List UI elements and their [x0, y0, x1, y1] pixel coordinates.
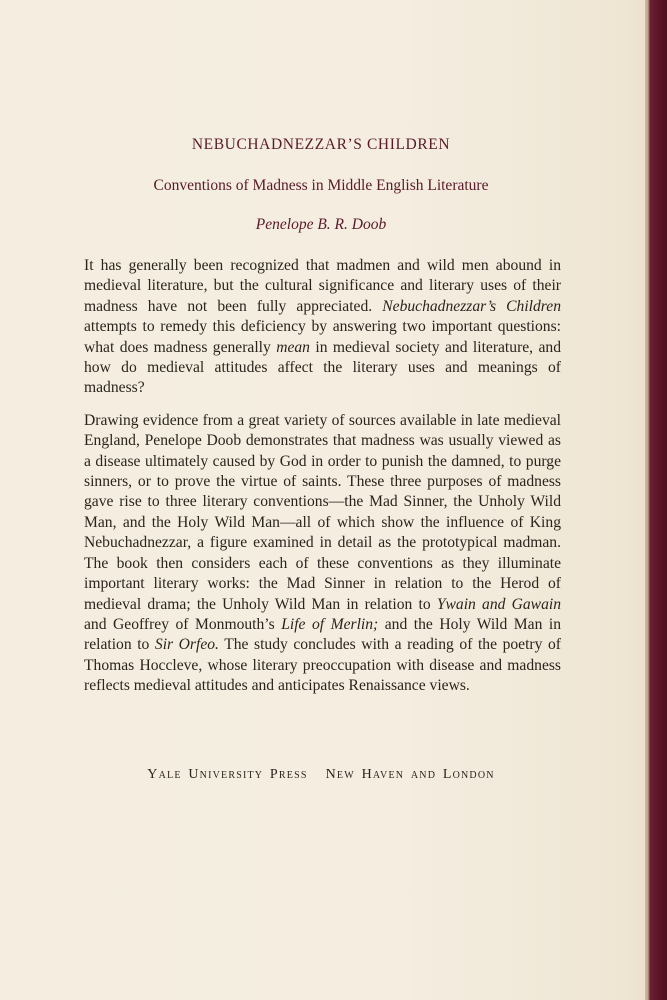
publisher-name: Yale University Press [147, 767, 308, 782]
book-title: NEBUCHADNEZZAR’S CHILDREN [191, 136, 451, 153]
blurb-p2-italic-orfeo: Sir Orfeo. [154, 636, 219, 654]
blurb-p2-text-2: and Geoffrey of Monmouth’s [84, 615, 282, 633]
blurb-paragraph-1 [84, 256, 561, 399]
blurb-p2-text-3: and the Holy Wild Man in relation to [84, 615, 561, 654]
blurb-p1-italic-title: Nebuchadnezzar’s Children [382, 297, 561, 315]
publisher-line [0, 767, 642, 783]
spine-edge [645, 0, 667, 1000]
blurb-p1-text-3: in medieval society and literature, and how do medieval attitudes affect the literary uses and meanings of madness? [84, 338, 561, 397]
blurb-paragraph-2 [84, 411, 561, 697]
blurb-p2-text-1: Drawing evidence from a great variety of sources available in late medieval England, Penelope Doob demonstrates that madness was usually viewed as a disease ultimately caused by God in order to punish the damned, to purge sinners, or to prove the virtue of saints. These three purposes of madness gave rise to three literary conventions—the Mad Sinner, the Unholy Wild Man, and the Holy Wild Man—all of which show the influence of King Nebuchadnezzar, a figure examined in detail as the prototypical madman. The book then considers each of these conventions as they illuminate important literary works: the Mad Sinner in relation to the Herod of medieval drama; the Unholy Wild Man in relation to [84, 411, 561, 613]
blurb-p1-italic-mean: mean [276, 338, 310, 356]
blurb-p1-text-2: attempts to remedy this deficiency by answering two important questions: what does madness generally [84, 318, 561, 356]
publisher-location: New Haven and London [325, 767, 495, 782]
book-subtitle: Conventions of Madness in Middle English Literature [153, 177, 489, 194]
blurb [84, 256, 561, 709]
book-author: Penelope B. R. Doob [255, 216, 387, 233]
blurb-p2-text-4: The study concludes with a reading of the poetry of Thomas Hoccleve, whose literary preoccupation with disease and madness reflects medieval attitudes and anticipates Renaissance views. [84, 636, 561, 695]
blurb-p2-italic-ywain: Ywain and Gawain [436, 595, 562, 613]
blurb-p1-text-1: It has generally been recognized that madmen and wild men abound in medieval literature, but the cultural significance and literary uses of their madness have not been fully appreciated. [84, 257, 561, 315]
blurb-p2-italic-merlin: Life of Merlin; [281, 615, 379, 633]
